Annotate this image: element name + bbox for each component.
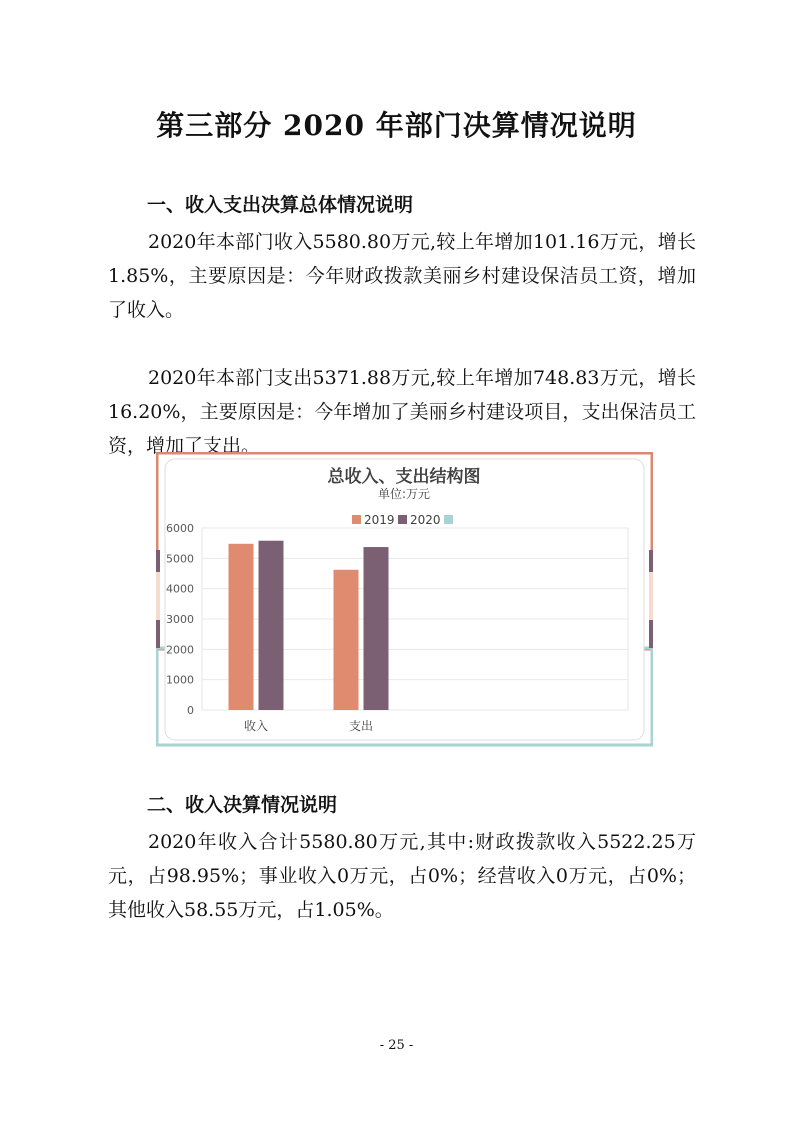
y-tick-label: 2000 (166, 643, 194, 657)
frame-left-accent-bottom (156, 620, 160, 648)
legend-swatch-extra (444, 515, 453, 524)
frame-left-accent-top (156, 550, 160, 572)
y-tick-label: 3000 (166, 613, 194, 626)
y-tick-label: 0 (187, 704, 194, 717)
paragraph-income-details: 2020年收入合计5580.80万元,其中:财政拨款收入5522.25万元，占98.95%；事业收入0万元，占0%；经营收入0万元，占0%；其他收入58.55万元，占1.05%。 (108, 831, 696, 921)
legend-swatch-2020 (398, 515, 407, 524)
frame-right-accent-top (649, 550, 653, 572)
chart-title: 总收入、支出结构图 (327, 467, 481, 487)
legend-swatch-2019 (352, 515, 361, 524)
bar-2020-1 (364, 547, 389, 710)
paragraph-income-overview: 2020年本部门收入5580.80万元,较上年增加101.16万元，增长1.85%，主要原因是：今年财政拨款美丽乡村建设保洁员工资，增加了收入。 (108, 231, 696, 321)
x-tick-label: 收入 (243, 719, 269, 733)
income-expense-chart (156, 452, 653, 747)
y-tick-label: 5000 (166, 552, 194, 566)
y-tick-label: 1000 (166, 673, 194, 687)
frame-right-accent-bottom (649, 620, 653, 648)
x-tick-label: 支出 (348, 719, 374, 733)
section-heading-overview: 一、收入支出决算总体情况说明 (147, 194, 414, 216)
legend-label-2020: 2020 (410, 513, 441, 527)
y-tick-label: 6000 (166, 522, 194, 535)
frame-left-peach (156, 572, 160, 620)
bar-2020-0 (259, 541, 284, 710)
page-title: 第三部分 2020 年部门决算情况说明 (156, 109, 637, 142)
legend-label-2019: 2019 (364, 513, 395, 527)
y-tick-label: 4000 (166, 582, 194, 596)
chart-svg (156, 452, 653, 747)
paragraph-expense-overview: 2020年本部门支出5371.88万元,较上年增加748.83万元，增长16.20%，主要原因是：今年增加了美丽乡村建设项目，支出保洁员工资，增加了支出。 (108, 367, 696, 457)
bar-2019-1 (334, 570, 359, 710)
bar-2019-0 (229, 544, 254, 710)
section-heading-income: 二、收入决算情况说明 (147, 794, 338, 816)
chart-subtitle: 单位:万元 (377, 487, 431, 501)
frame-right-peach (649, 572, 653, 620)
page-number: - 25 - (379, 1038, 414, 1053)
